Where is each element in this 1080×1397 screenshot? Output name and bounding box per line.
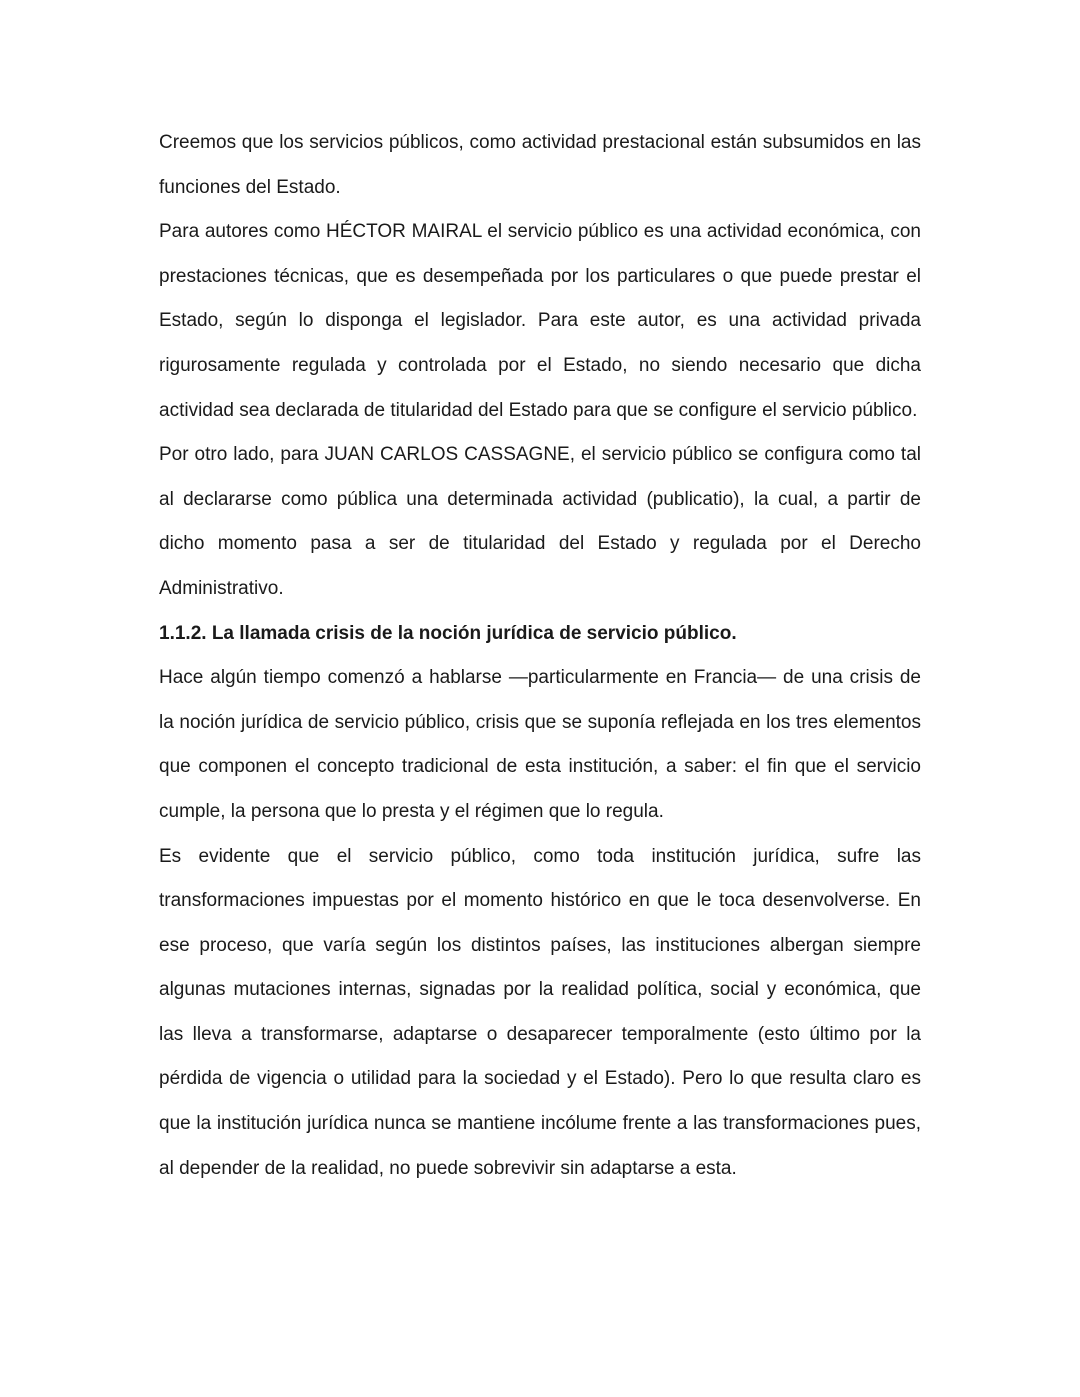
paragraph-hector-mairal: Para autores como HÉCTOR MAIRAL el servicio público es una actividad económica, con prestaciones técnicas, que es desempeñada por los particulares o que puede prestar el Estado, según lo disponga el legislador. Para este autor, es una actividad privada rigurosamente regulada y controlada por el Estado, no siendo necesario que dicha actividad sea declarada de titularidad del Estado para que se configure el servicio público.: [159, 221, 921, 421]
paragraph-crisis-nocion: Hace algún tiempo comenzó a hablarse —particularmente en Francia— de una crisis de la noción jurídica de servicio público, crisis que se suponía reflejada en los tres elementos que componen el concepto tradicional de esta institución, a saber: el fin que el servicio cumple, la persona que lo presta y el régimen que lo regula.: [159, 667, 921, 822]
paragraph-servicios-publicos: Creemos que los servicios públicos, como actividad prestacional están subsumidos en las funciones del Estado.: [159, 132, 921, 198]
paragraph-transformaciones: Es evidente que el servicio público, como toda institución jurídica, sufre las transformaciones impuestas por el momento histórico en que le toca desenvolverse. En ese proceso, que varía según los distintos países, las instituciones albergan siempre algunas mutaciones internas, signadas por la realidad política, social y económica, que las lleva a transformarse, adaptarse o desaparecer temporalmente (esto último por la pérdida de vigencia o utilidad para la sociedad y el Estado). Pero lo que resulta claro es que la institución jurídica nunca se mantiene incólume frente a las transformaciones pues, al depender de la realidad, no puede sobrevivir sin adaptarse a esta.: [159, 845, 921, 1179]
paragraph-juan-carlos-cassagne: Por otro lado, para JUAN CARLOS CASSAGNE, el servicio público se configura como tal al declararse como pública una determinada actividad (publicatio), la cual, a partir de dicho momento pasa a ser de titularidad del Estado y regulada por el Derecho Administrativo.: [159, 444, 921, 599]
section-heading: 1.1.2. La llamada crisis de la noción jurídica de servicio público.: [159, 622, 737, 644]
document-body: [159, 121, 921, 1191]
